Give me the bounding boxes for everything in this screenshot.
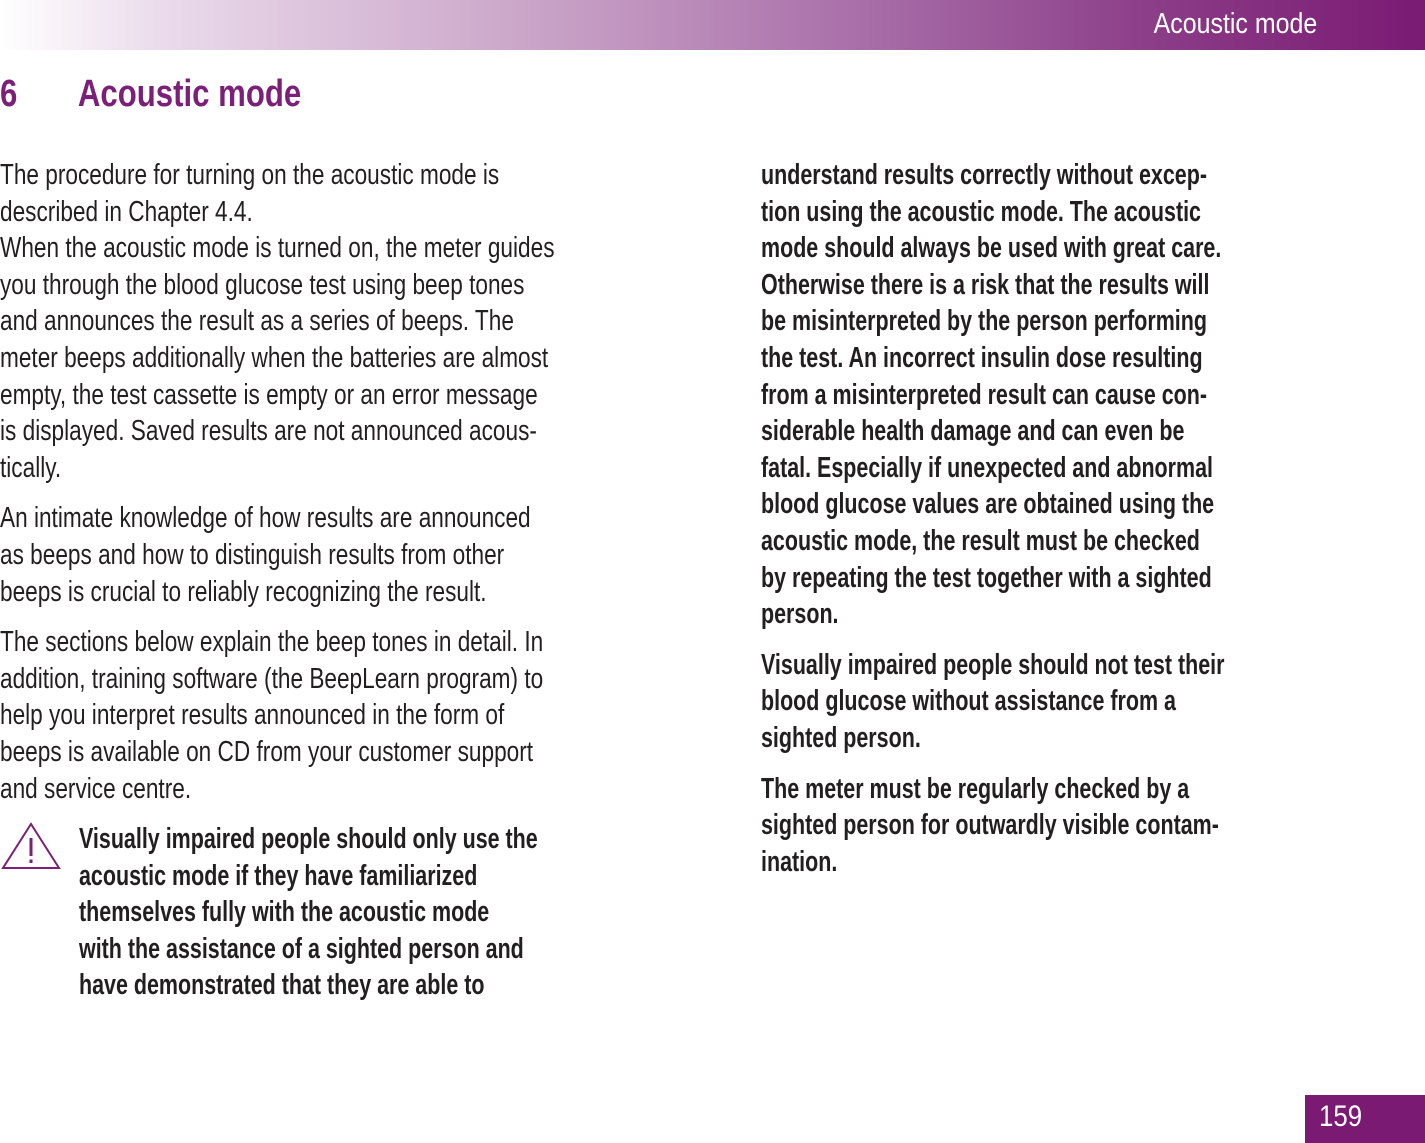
text-line: beeps is crucial to reliably recognizing the result. bbox=[0, 575, 487, 608]
assistance-paragraph bbox=[761, 647, 1225, 757]
text-line: tion using the acoustic mode. The acoustic bbox=[761, 195, 1201, 228]
text-line: is displayed. Saved results are not announced acous- bbox=[0, 415, 537, 448]
chapter-heading bbox=[0, 73, 301, 116]
text-line: with the assistance of a sighted person and bbox=[79, 932, 524, 965]
text-line: you through the blood glucose test using beep tones bbox=[0, 268, 525, 301]
text-line: An intimate knowledge of how results are announced bbox=[0, 502, 531, 535]
text-line: themselves fully with the acoustic mode bbox=[79, 896, 490, 929]
text-line: help you interpret results announced in the form of bbox=[0, 699, 505, 732]
text-line: acoustic mode, the result must be checked bbox=[761, 524, 1200, 557]
text-line: person. bbox=[761, 598, 839, 631]
text-line: sighted person. bbox=[761, 721, 921, 754]
text-line: Visually impaired people should not test their bbox=[761, 648, 1225, 681]
intro-paragraph bbox=[0, 157, 555, 486]
text-line: blood glucose values are obtained using the bbox=[761, 488, 1215, 521]
text-line: and announces the result as a series of beeps. The bbox=[0, 305, 514, 338]
text-line: mode should always be used with great care. bbox=[761, 232, 1222, 265]
text-line: blood glucose without assistance from a bbox=[761, 685, 1176, 718]
text-line: by repeating the test together with a sighted bbox=[761, 561, 1212, 594]
text-line: have demonstrated that they are able to bbox=[79, 969, 485, 1002]
contamination-paragraph bbox=[761, 771, 1219, 881]
text-line: Otherwise there is a risk that the results will bbox=[761, 268, 1210, 301]
header-band bbox=[0, 0, 1425, 50]
text-line: understand results correctly without excep- bbox=[761, 159, 1208, 191]
right-column bbox=[761, 157, 1361, 894]
warning-triangle-icon bbox=[0, 821, 62, 871]
text-line: the test. An incorrect insulin dose resulting bbox=[761, 341, 1203, 374]
text-line: addition, training software (the BeepLearn program) to bbox=[0, 662, 544, 695]
warning-continued-paragraph bbox=[761, 157, 1222, 633]
text-line: described in Chapter 4.4. bbox=[0, 195, 253, 228]
text-line: as beeps and how to distinguish results from other bbox=[0, 538, 505, 571]
text-line: fatal. Especially if unexpected and abnormal bbox=[761, 451, 1214, 484]
text-line: The sections below explain the beep tones in detail. In bbox=[0, 626, 544, 659]
text-line: When the acoustic mode is turned on, the meter guides bbox=[0, 232, 555, 265]
text-line: be misinterpreted by the person performing bbox=[761, 305, 1207, 338]
left-column bbox=[0, 157, 640, 1018]
text-line: The meter must be regularly checked by a bbox=[761, 772, 1190, 805]
warning-block bbox=[0, 821, 640, 1004]
page-number-box bbox=[1305, 1095, 1425, 1143]
text-line: tically. bbox=[0, 451, 62, 484]
training-paragraph bbox=[0, 624, 544, 807]
text-line: The procedure for turning on the acoustic mode is bbox=[0, 159, 500, 191]
text-line: empty, the test cassette is empty or an error message bbox=[0, 378, 538, 411]
text-line: beeps is available on CD from your customer support bbox=[0, 735, 534, 768]
running-head: Acoustic mode bbox=[1153, 8, 1317, 40]
text-line: ination. bbox=[761, 845, 838, 878]
text-line: meter beeps additionally when the batteries are almost bbox=[0, 341, 549, 374]
text-line: sighted person for outwardly visible contam- bbox=[761, 809, 1219, 842]
text-line: from a misinterpreted result can cause con- bbox=[761, 378, 1208, 411]
text-line: Visually impaired people should only use the bbox=[79, 823, 538, 856]
text-line: and service centre. bbox=[0, 772, 192, 805]
warning-text bbox=[79, 821, 538, 1004]
chapter-number: 6 bbox=[0, 73, 18, 115]
chapter-title: Acoustic mode bbox=[77, 73, 302, 115]
text-line: siderable health damage and can even be bbox=[761, 415, 1185, 448]
page-number: 159 bbox=[1319, 1100, 1363, 1133]
knowledge-paragraph bbox=[0, 500, 531, 610]
text-line: acoustic mode if they have familiarized bbox=[79, 859, 478, 892]
